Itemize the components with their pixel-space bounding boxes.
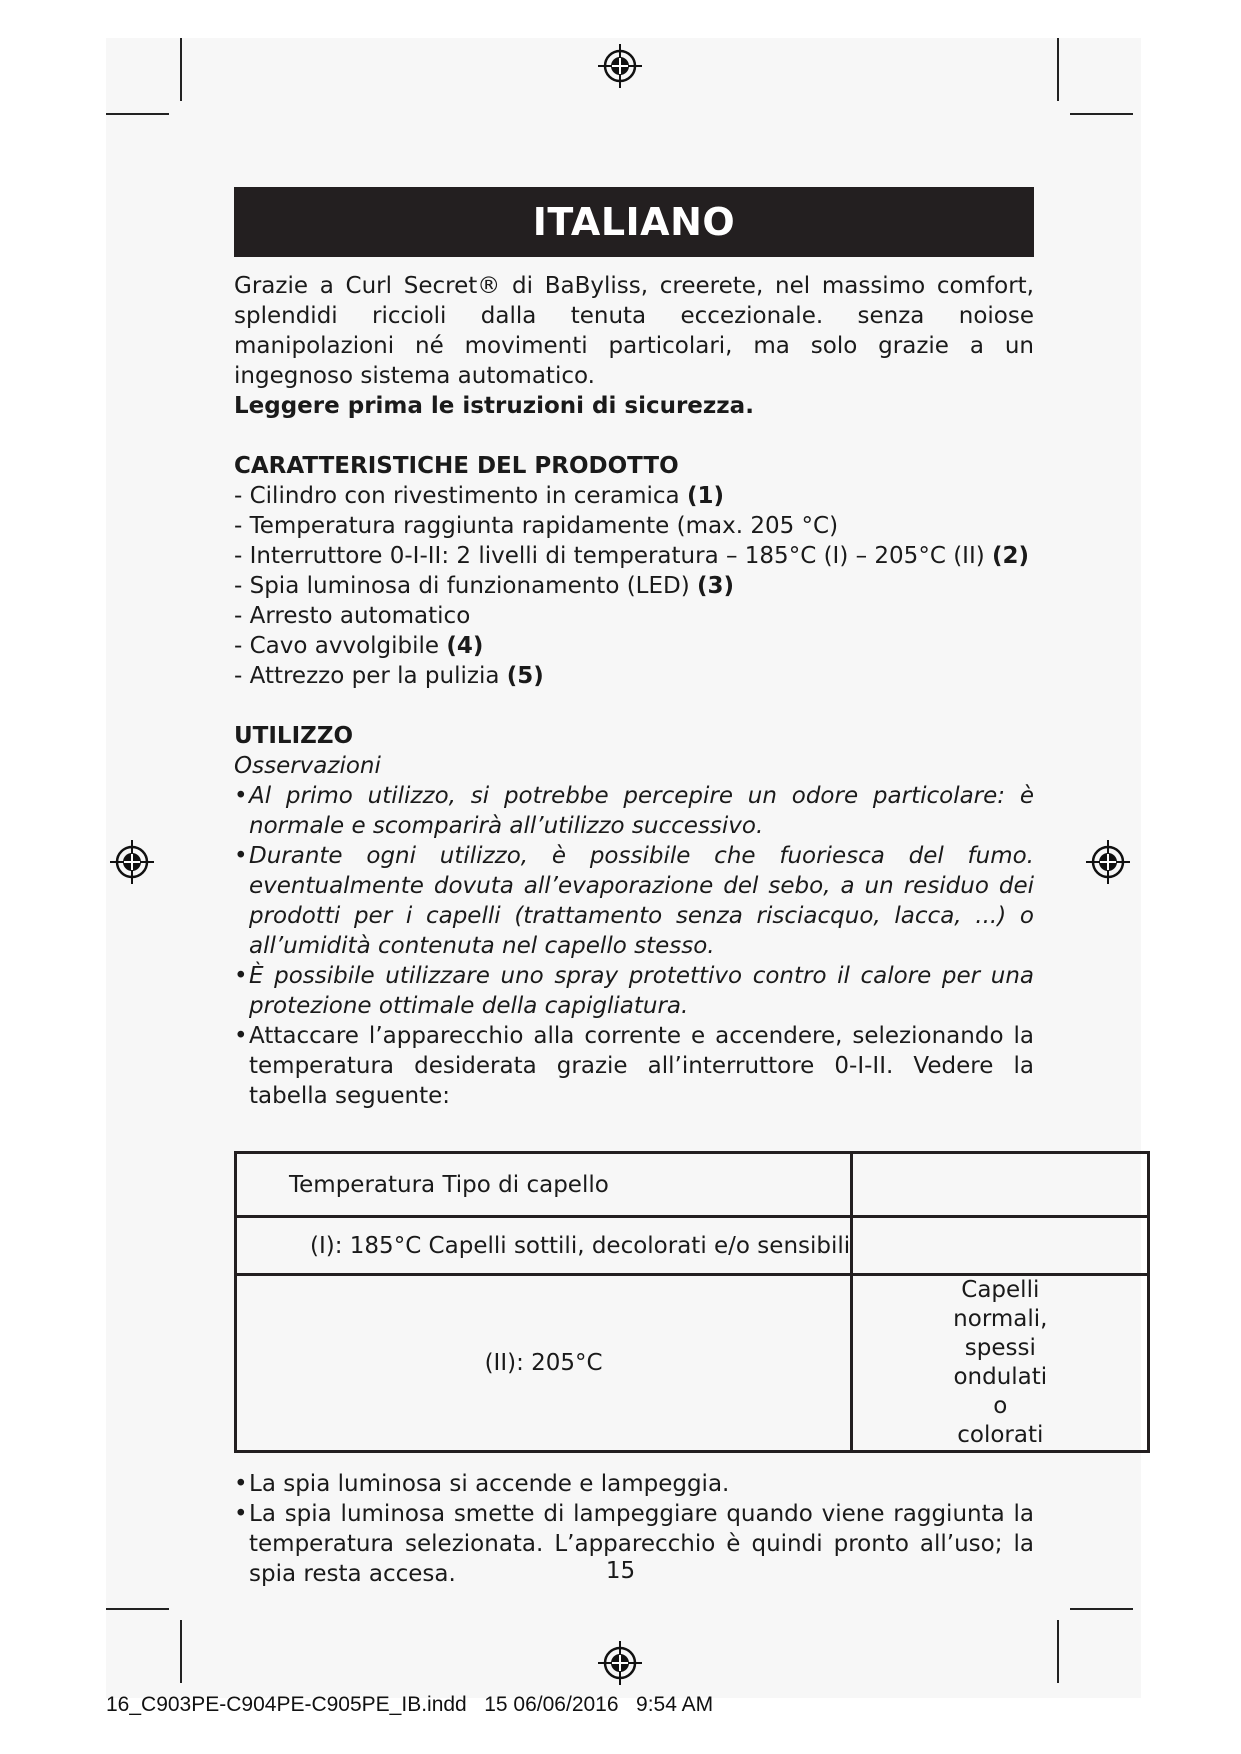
features-list — [234, 481, 1034, 691]
safety-note: Leggere prima le istruzioni di sicurezza. — [234, 393, 754, 419]
registration-mark-icon — [597, 43, 643, 89]
crop-mark-bottom-left-h — [106, 1608, 169, 1610]
usage-subheading: Osservazioni — [234, 753, 381, 779]
crop-mark-bottom-left-v — [180, 1620, 182, 1683]
table-cell — [852, 1217, 1149, 1275]
usage-heading: UTILIZZO — [234, 723, 354, 749]
list-item: - Cilindro con rivestimento in ceramica (1) — [234, 483, 724, 509]
main-content — [234, 187, 1048, 1589]
crop-mark-top-right-h — [1070, 113, 1133, 115]
crop-mark-top-right-v — [1057, 38, 1059, 101]
table-row — [236, 1217, 1149, 1275]
intro-paragraph: Grazie a Curl Secret® di BaByliss, creerete, nel massimo comfort, splendidi riccioli dalla tenuta eccezionale. senza noiose manipolazioni né movimenti particolari, ma solo grazie a un ingegnoso sistema automatico. — [234, 273, 1034, 389]
table-cell: Capelli normali, spessi ondulati o colorati — [852, 1275, 1149, 1452]
list-item: • È possibile utilizzare uno spray protettivo contro il calore per una protezione ottimale della capigliatura. — [234, 963, 1034, 1019]
list-item: • Al primo utilizzo, si potrebbe percepire un odore particolare: è normale e scomparirà all’utilizzo successivo. — [234, 783, 1034, 839]
table-cell: Temperatura Tipo di capello — [236, 1153, 852, 1217]
list-item: - Attrezzo per la pulizia (5) — [234, 663, 544, 689]
list-item: - Temperatura raggiunta rapidamente (max. 205 °C) — [234, 513, 839, 539]
print-slug: 16_C903PE-C904PE-C905PE_IB.indd 15 06/06/2016 9:54 AM — [106, 1693, 714, 1716]
page-title: ITALIANO — [234, 187, 1034, 257]
registration-mark-icon — [597, 1640, 643, 1686]
crop-mark-top-left-v — [180, 38, 182, 101]
list-item: • Attaccare l’apparecchio alla corrente e accendere, selezionando la temperatura desiderata grazie all’interruttore 0-I-II. Vedere la tabella seguente: — [234, 1023, 1034, 1109]
list-item: • La spia luminosa si accende e lampeggia. — [234, 1471, 730, 1497]
crop-mark-top-left-h — [106, 113, 169, 115]
registration-mark-icon — [1085, 839, 1131, 885]
page-number: 15 — [605, 1558, 636, 1584]
features-heading: CARATTERISTICHE DEL PRODOTTO — [234, 453, 679, 479]
list-item: • La spia luminosa smette di lampeggiare quando viene raggiunta la temperatura selezionata. L’apparecchio è quindi pronto all’uso; la spia resta accesa. — [234, 1501, 1034, 1587]
registration-mark-icon — [109, 839, 155, 885]
table-cell: (I): 185°C Capelli sottili, decolorati e/o sensibili — [236, 1217, 852, 1275]
table-cell: (II): 205°C — [236, 1275, 852, 1452]
list-item: - Interruttore 0-I-II: 2 livelli di temperatura – 185°C (I) – 205°C (II) (2) — [234, 543, 1030, 569]
list-item: • Durante ogni utilizzo, è possibile che fuoriesca del fumo. eventualmente dovuta all’evaporazione del sebo, a un residuo dei prodotti per i capelli (trattamento senza risciacquo, lacca, ...) o all’umidità contenuta nel capello stesso. — [234, 843, 1034, 959]
table-cell — [852, 1153, 1149, 1217]
crop-mark-bottom-right-v — [1057, 1620, 1059, 1683]
list-item: - Arresto automatico — [234, 603, 471, 629]
list-item: - Cavo avvolgibile (4) — [234, 633, 484, 659]
table-row — [236, 1275, 1149, 1452]
list-item: - Spia luminosa di funzionamento (LED) (3) — [234, 573, 735, 599]
temperature-table — [234, 1151, 1150, 1453]
table-row — [236, 1153, 1149, 1217]
crop-mark-bottom-right-h — [1070, 1608, 1133, 1610]
